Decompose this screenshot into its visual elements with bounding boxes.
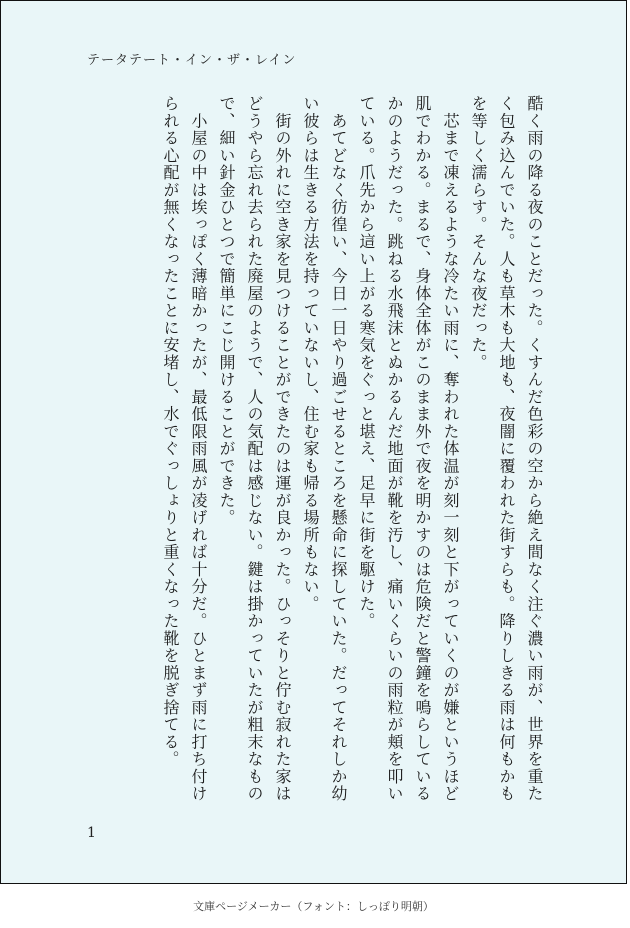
page-number: 1	[87, 825, 96, 841]
paragraph: あてどなく彷徨い、今日一日やり過ごせるところを懸命に探していた。だってそれしか幼い彼らは生きる方法を持っていないし、住む家も帰る場所もない。	[301, 95, 348, 803]
story-title: テータテート・イン・ザ・レイン	[87, 53, 297, 68]
paragraph: 酷く雨の降る夜のことだった。くすんだ色彩の空から絶え間なく注ぐ濃い雨が、世界を重たく包み込んでいた。人も草木も大地も、夜闇に覆われた街すらも。降りしきる雨は何もかもを等しく濡らす。そんな夜だった。	[469, 95, 544, 803]
paragraph: 小屋の中は埃っぽく薄暗かったが、最低限雨風が凌げれば十分だ。ひとまず雨に打ち付けられる心配が無くなったことに安堵し、水でぐっしょりと重くなった靴を脱ぎ捨てる。	[161, 95, 208, 803]
paragraph: 街の外れに空き家を見つけることができたのは運が良かった。ひっそりと佇む寂れた家はどうやら忘れ去られた廃屋のようで、人の気配は感じない。鍵は掛かっていたが粗末なもので、細い針金ひとつで簡単にこじ開けることができた。	[217, 95, 292, 803]
vertical-body-text	[78, 95, 548, 815]
footer-credit: 文庫ページメーカー（フォント：しっぽり明朝）	[193, 900, 434, 913]
paragraph: 芯まで凍えるような冷たい雨に、奪われた体温が刻一刻と下がっていくのが嫌というほど肌でわかる。まるで、身体全体がこのまま外で夜を明かすのは危険だと警鐘を鳴らしているかのようだった。跳ねる水飛沫とぬかるんだ地面が靴を汚し、痛いくらいの雨粒が頬を叩いている。爪先から這い上がる寒気をぐっと堪え、足早に街を駆けた。	[357, 95, 460, 803]
